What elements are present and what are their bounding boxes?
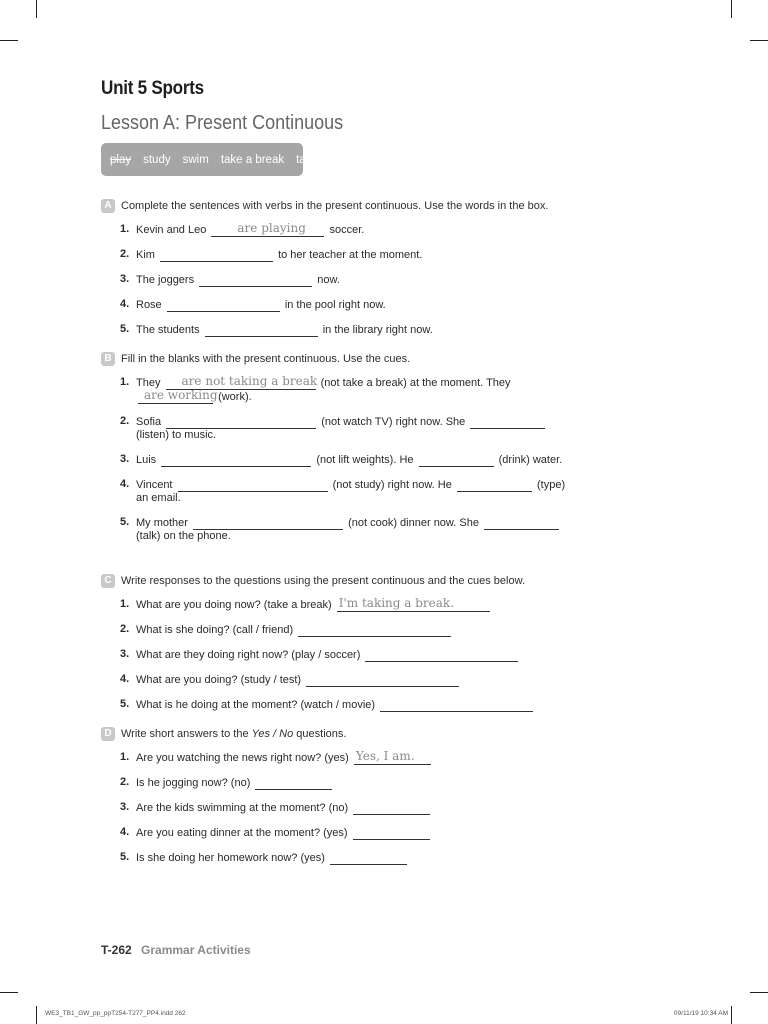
exercise-item: 5. The students in the library right now.	[120, 323, 433, 336]
word-box-item: take a break	[220, 153, 285, 166]
answer-blank[interactable]	[199, 273, 312, 287]
word-box-item: play	[110, 153, 132, 166]
word-box-item: swim	[182, 153, 209, 166]
answer-blank[interactable]	[166, 415, 316, 429]
footer-section-title: Grammar Activities	[141, 943, 251, 957]
section-instruction: Complete the sentences with verbs in the present continuous. Use the words in the box.	[121, 200, 549, 212]
answer-blank[interactable]	[138, 388, 218, 404]
word-box	[101, 143, 315, 176]
exercise-item: 2. Sofia (not watch TV) right now. She (listen) to music.	[120, 415, 571, 442]
answer-blank[interactable]	[298, 623, 451, 637]
print-timestamp: 09/11/19 10:34 AM	[673, 1010, 728, 1017]
exercise-item: 3. Are the kids swimming at the moment? (no)	[120, 801, 571, 815]
exercise-item: 1. Kevin and Leo are playing soccer.	[120, 221, 365, 236]
answer-blank[interactable]	[205, 323, 318, 337]
answer-blank[interactable]	[484, 516, 559, 530]
exercise-item: 3. Luis (not lift weights). He (drink) water.	[120, 453, 563, 466]
exercise-item: 3. The joggers now.	[120, 273, 340, 286]
answer-blank[interactable]	[167, 298, 280, 312]
answer-blank[interactable]	[337, 598, 490, 612]
page-number: T-262	[101, 943, 132, 957]
exercise-item: 4. Vincent (not study) right now. He (type) an email.	[120, 478, 566, 504]
print-file-slug: WE3_TB1_GW_pp_ppT254-T277_PP4.indd 262	[45, 1010, 186, 1017]
handwritten-answer: I'm taking a break.	[338, 596, 455, 610]
crop-mark	[731, 1006, 732, 1024]
answer-blank[interactable]	[178, 478, 328, 492]
crop-mark	[0, 40, 18, 41]
crop-mark	[0, 992, 18, 993]
exercise-item: 4. What are you doing? (study / test)	[120, 673, 571, 687]
exercise-item: 1. They are not taking a break (not take a break) at the moment. They are working (work).	[120, 374, 511, 403]
handwritten-answer: are playing	[237, 221, 306, 235]
exercise-item: 2. Kim to her teacher at the moment.	[120, 248, 423, 261]
section-d	[101, 727, 571, 865]
exercise-item: 2. Is he jogging now? (no)	[120, 776, 571, 790]
section-letter-badge: C	[101, 574, 115, 588]
handwritten-answer: are working	[144, 388, 218, 402]
crop-mark	[36, 0, 37, 18]
section-letter-badge: D	[101, 727, 115, 741]
exercise-item: 5. Is she doing her homework now? (yes)	[120, 851, 571, 865]
answer-blank[interactable]	[354, 751, 431, 765]
answer-blank[interactable]	[306, 673, 459, 687]
unit-title: Unit 5 Sports	[101, 78, 204, 99]
exercise-item: 1. What are you doing now? (take a break) I'm taking a break.	[120, 598, 571, 612]
answer-blank[interactable]	[380, 698, 533, 712]
exercise-item: 4. Rose in the pool right now.	[120, 298, 386, 311]
answer-blank[interactable]	[193, 516, 343, 530]
section-letter-badge: B	[101, 352, 115, 366]
section-instruction: Write short answers to the Yes / No questions.	[121, 728, 347, 740]
word-box-item: study	[143, 153, 171, 166]
answer-blank[interactable]	[160, 248, 273, 262]
handwritten-answer: Yes, I am.	[355, 749, 415, 763]
page-footer	[101, 943, 251, 957]
answer-blank[interactable]	[470, 415, 545, 429]
answer-blank[interactable]	[365, 648, 518, 662]
exercise-item: 4. Are you eating dinner at the moment? (yes)	[120, 826, 571, 840]
handwritten-answer: are not taking a break	[181, 374, 318, 388]
answer-blank[interactable]	[161, 453, 311, 467]
section-instruction: Fill in the blanks with the present continuous. Use the cues.	[121, 353, 411, 365]
crop-mark	[731, 0, 732, 18]
exercise-item: 1. Are you watching the news right now? (yes) Yes, I am.	[120, 751, 571, 765]
exercise-item: 3. What are they doing right now? (play / soccer)	[120, 648, 571, 662]
answer-blank[interactable]	[353, 826, 430, 840]
section-letter-badge: A	[101, 199, 115, 213]
section-c	[101, 574, 571, 712]
answer-blank[interactable]	[330, 851, 407, 865]
exercise-item: 2. What is she doing? (call / friend)	[120, 623, 571, 637]
answer-blank[interactable]	[457, 478, 532, 492]
section-a	[101, 199, 571, 337]
answer-blank[interactable]	[353, 801, 430, 815]
answer-blank[interactable]	[419, 453, 494, 467]
section-instruction: Write responses to the questions using the present continuous and the cues below.	[121, 575, 525, 587]
crop-mark	[750, 40, 768, 41]
answer-blank[interactable]	[255, 776, 332, 790]
crop-mark	[36, 1006, 37, 1024]
crop-mark	[750, 992, 768, 993]
exercise-item: 5. What is he doing at the moment? (watch / movie)	[120, 698, 571, 712]
word-box-item: talk	[296, 153, 315, 166]
section-b	[101, 352, 571, 543]
exercise-item: 5. My mother (not cook) dinner now. She (talk) on the phone.	[120, 516, 571, 543]
answer-blank[interactable]	[211, 223, 324, 237]
lesson-title: Lesson A: Present Continuous	[101, 112, 344, 134]
